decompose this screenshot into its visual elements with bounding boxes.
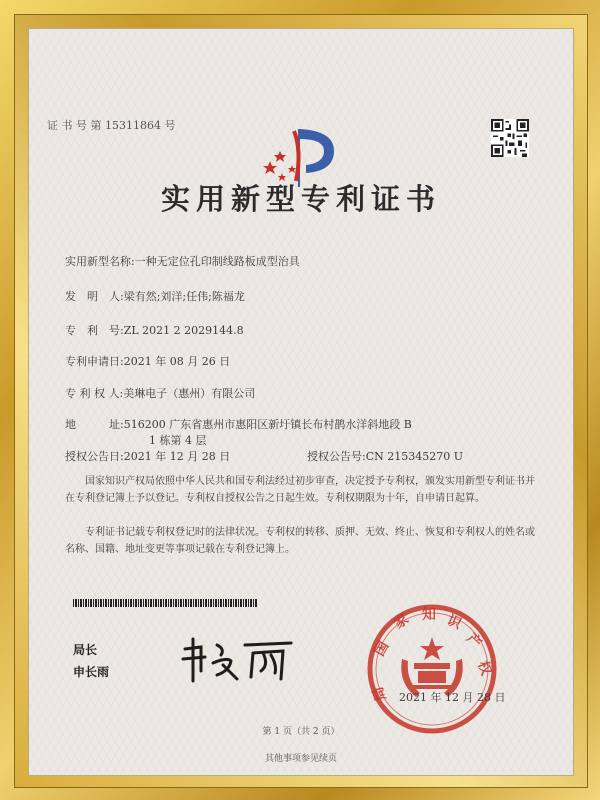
field-value: 梁有然;刘洋;任伟;陈福龙	[123, 290, 245, 303]
grant-date-label: 授权公告日:	[65, 450, 124, 463]
field-address-cont-row	[149, 432, 207, 448]
seal-date: 2021 年 12 月 28 日	[399, 691, 506, 704]
certificate-title: 实用新型专利证书	[160, 182, 441, 216]
qr-code-icon	[491, 119, 529, 157]
field-value: 2021 年 08 月 26 日	[123, 355, 231, 368]
grant-no-label: 授权公告号:	[307, 450, 366, 463]
svg-text:局: 局	[369, 684, 390, 704]
field-value: 1 栋第 4 层	[149, 434, 207, 447]
svg-text:家: 家	[391, 611, 412, 633]
svg-text:国: 国	[371, 638, 393, 659]
barcode-icon	[73, 599, 257, 607]
certificate-paper	[28, 28, 574, 776]
director-name: 申长雨	[73, 665, 110, 679]
official-seal-icon	[362, 599, 502, 739]
field-label: 专 利 号:	[65, 324, 124, 337]
statement-paragraph-2: 专利证书记载专利权登记时的法律状况。专利权的转移、质押、无效、终止、恢复和专利权人的姓名或名称、国籍、地址变更等事项记载在专利登记簿上。	[65, 527, 535, 555]
statement-paragraph-1: 国家知识产权局依照中华人民共和国专利法经过初步审查，决定授予专利权，颁发实用新型专利证书并在专利登记簿上予以登记。专利权自授权公告之日起生效。专利权期限为十年，自申请日起算。	[65, 476, 535, 504]
grant-date: 2021 年 12 月 28 日	[123, 450, 231, 463]
certificate-number: 证 书 号 第 15311864 号	[47, 119, 176, 132]
svg-text:识: 识	[444, 612, 464, 633]
svg-text:权: 权	[474, 658, 495, 678]
director-title: 局长	[73, 643, 98, 657]
page-info: 第 1 页（共 2 页）	[262, 727, 340, 737]
field-value: 一种无定位孔印制线路板成型治具	[134, 255, 300, 268]
field-inventor-row	[65, 288, 245, 304]
svg-text:产: 产	[463, 630, 485, 652]
director-signature	[179, 635, 299, 685]
grant-no: CN 215345270 U	[365, 450, 464, 463]
field-label: 实用新型名称:	[65, 255, 135, 268]
field-value: ZL 2021 2 2029144.8	[123, 324, 244, 337]
field-address-row	[65, 416, 412, 432]
continued-note: 其他事项参见续页	[264, 754, 337, 764]
field-label: 专 利 权 人:	[65, 387, 124, 400]
field-name-row	[65, 253, 300, 269]
field-patent-no-row	[65, 322, 244, 338]
field-label: 专利申请日:	[65, 355, 124, 368]
field-grant-row	[65, 448, 230, 464]
field-filing-date-row	[65, 353, 230, 369]
field-label: 发 明 人:	[65, 290, 124, 303]
field-value: 美琳电子（惠州）有限公司	[123, 387, 256, 400]
field-value: 516200 广东省惠州市惠阳区新圩镇长布村鹊水洋斜地段 B	[123, 418, 412, 431]
field-grant-no-row	[307, 448, 463, 464]
svg-text:知: 知	[422, 607, 436, 623]
field-patentee-row	[65, 385, 255, 401]
field-label: 地 址:	[65, 418, 124, 431]
